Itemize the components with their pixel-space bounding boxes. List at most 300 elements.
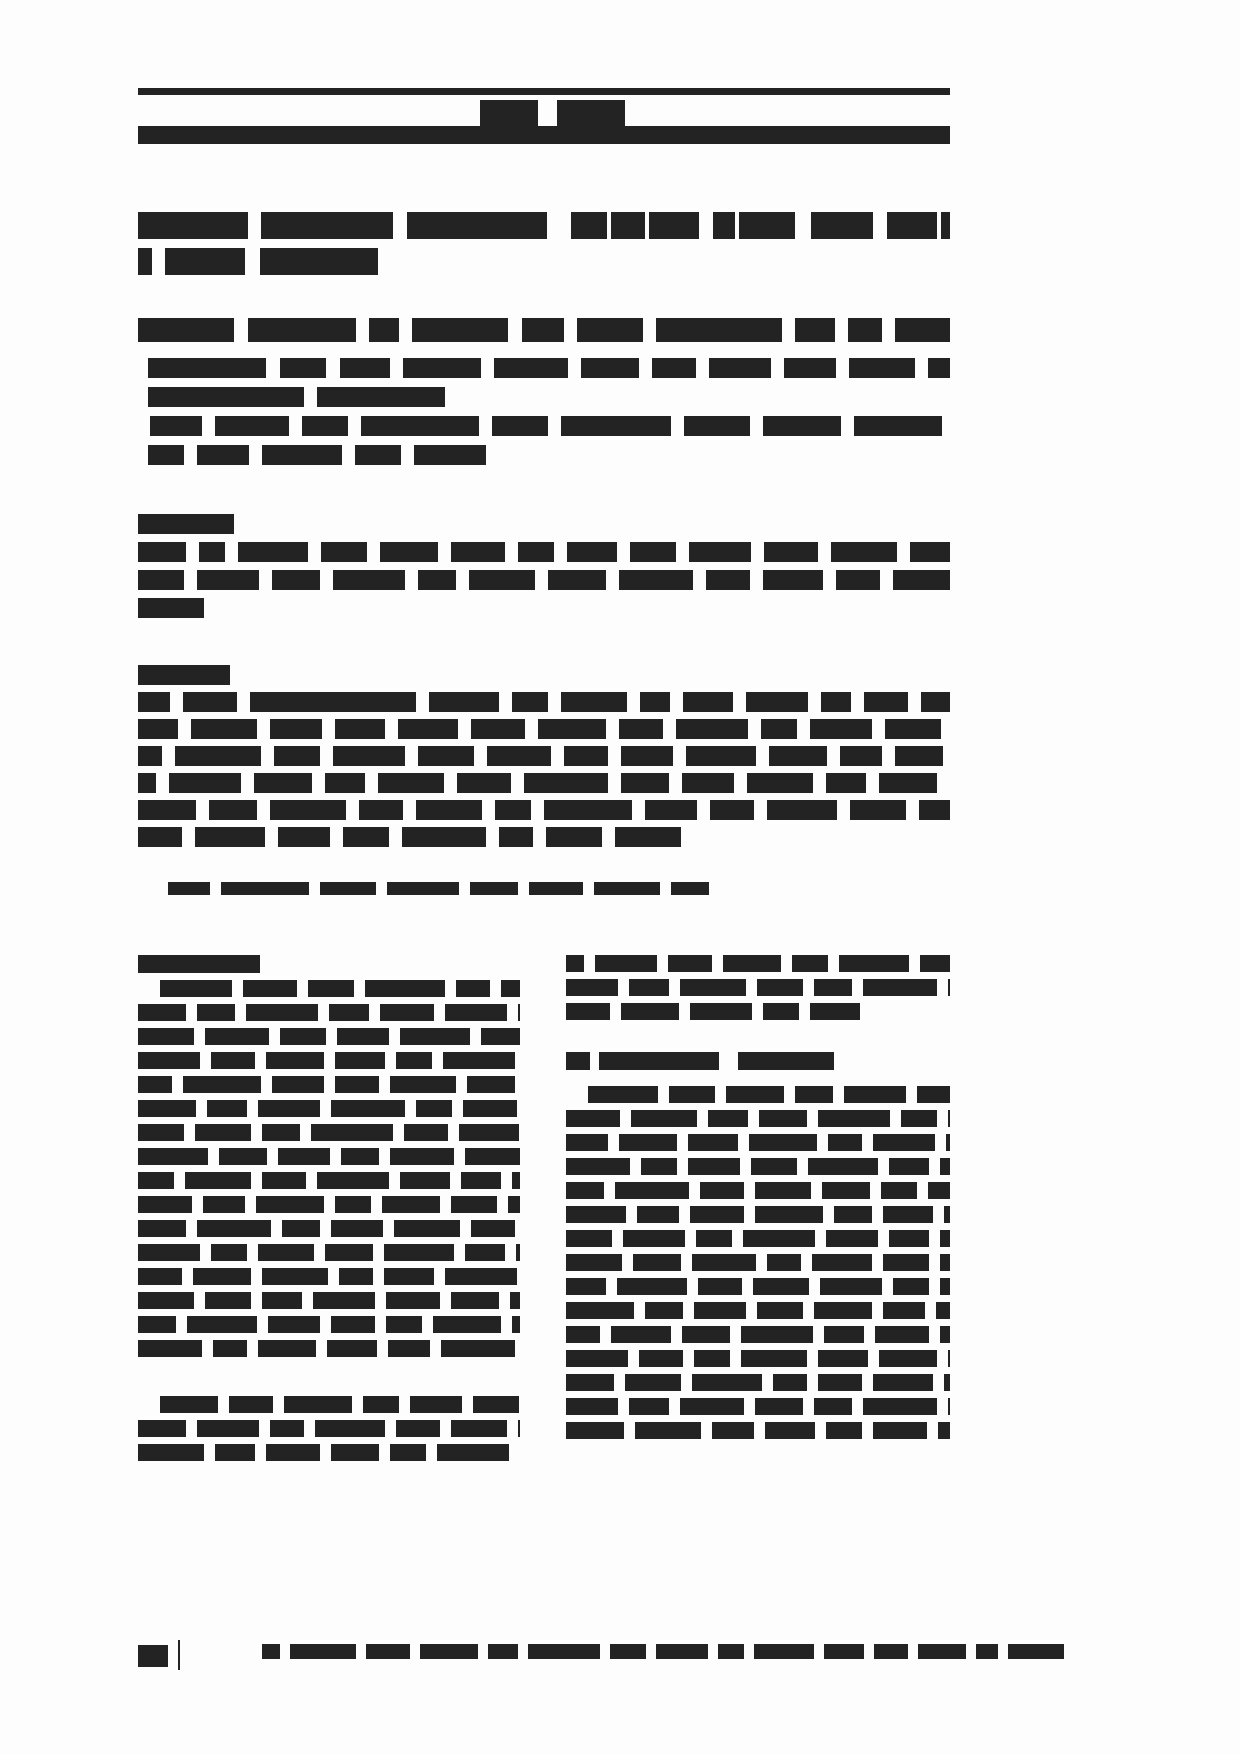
redacted-word	[339, 1268, 373, 1285]
redacted-text-line	[566, 1254, 950, 1278]
redacted-word	[187, 1316, 257, 1333]
redacted-word	[713, 212, 735, 239]
redacted-word	[881, 1182, 917, 1199]
word-gap	[728, 1052, 738, 1070]
word-gap	[941, 1110, 948, 1127]
word-gap	[456, 1100, 463, 1117]
redacted-word	[481, 1028, 520, 1045]
redacted-text-line	[138, 827, 950, 854]
redacted-word	[625, 1374, 681, 1391]
word-gap	[845, 416, 854, 436]
word-gap	[812, 692, 821, 712]
redacted-word	[313, 1292, 375, 1309]
redacted-word	[160, 1396, 218, 1413]
redacted-word	[272, 1076, 324, 1093]
word-gap	[941, 773, 950, 793]
word-gap	[744, 1158, 751, 1175]
redacted-word	[683, 692, 733, 712]
word-gap	[631, 692, 640, 712]
word-gap	[673, 979, 680, 996]
keywords-heading	[138, 665, 230, 685]
redacted-text-line	[138, 1148, 520, 1172]
word-gap	[358, 980, 365, 997]
redacted-word	[211, 1244, 247, 1261]
word-gap	[176, 1076, 183, 1093]
word-gap	[856, 979, 863, 996]
redacted-text-line	[168, 882, 950, 900]
redacted-word	[280, 1028, 326, 1045]
redacted-word	[407, 212, 547, 239]
word-gap	[606, 827, 615, 847]
redacted-word	[709, 358, 771, 378]
redacted-word	[893, 1278, 929, 1295]
redacted-word	[561, 692, 627, 712]
redacted-word	[621, 746, 673, 766]
word-gap	[190, 1220, 197, 1237]
redacted-word	[566, 1422, 624, 1439]
word-gap	[877, 212, 887, 239]
word-gap	[638, 1302, 645, 1319]
redacted-word	[818, 1350, 868, 1367]
redacted-word	[976, 1644, 998, 1659]
word-gap	[448, 773, 457, 793]
redacted-word	[461, 1172, 501, 1189]
redacted-word	[694, 1350, 730, 1367]
redacted-text-line	[566, 1003, 950, 1027]
word-gap	[614, 1003, 621, 1020]
redacted-word	[341, 1148, 379, 1165]
word-gap	[438, 1004, 445, 1021]
redacted-word	[839, 955, 909, 972]
word-gap	[324, 746, 333, 766]
word-gap	[929, 1302, 936, 1319]
word-gap	[174, 692, 183, 712]
redacted-word	[213, 1340, 247, 1357]
redacted-word	[753, 1278, 809, 1295]
redacted-word	[873, 1374, 933, 1391]
redacted-word	[359, 800, 403, 820]
word-gap	[426, 1316, 433, 1333]
redacted-word	[410, 1396, 462, 1413]
redacted-word	[615, 827, 681, 847]
word-gap	[819, 1422, 826, 1439]
word-gap	[608, 1182, 615, 1199]
redacted-word	[441, 1340, 515, 1357]
redacted-word	[390, 1444, 426, 1461]
redacted-word	[686, 746, 756, 766]
redacted-word	[692, 1374, 762, 1391]
redacted-word	[566, 955, 584, 972]
redacted-word	[840, 746, 882, 766]
word-gap	[827, 1206, 834, 1223]
redacted-word	[826, 1422, 862, 1439]
word-gap	[610, 719, 619, 739]
word-gap	[622, 979, 629, 996]
redacted-word	[451, 1292, 499, 1309]
word-gap	[375, 1196, 382, 1213]
word-gap	[683, 1003, 690, 1020]
word-gap	[505, 1172, 512, 1189]
redacted-word	[940, 1278, 950, 1295]
redacted-word	[365, 980, 445, 997]
word-gap	[817, 773, 826, 793]
redacted-word	[258, 1100, 320, 1117]
right-column-paragraph-1	[566, 955, 950, 1027]
word-gap	[901, 542, 910, 562]
redacted-text-line	[138, 1268, 520, 1292]
word-gap	[511, 1004, 518, 1021]
word-gap	[463, 882, 470, 895]
word-gap	[537, 827, 546, 847]
word-gap	[876, 1254, 883, 1271]
redacted-word	[495, 800, 531, 820]
word-gap	[750, 1302, 757, 1319]
redacted-text-line	[138, 719, 950, 746]
word-gap	[748, 1398, 755, 1415]
redacted-word	[494, 358, 568, 378]
word-gap	[519, 1220, 520, 1237]
word-gap	[409, 746, 418, 766]
article-title	[138, 212, 950, 284]
word-gap	[748, 1206, 755, 1223]
redacted-word	[639, 1350, 683, 1367]
word-gap	[912, 692, 921, 712]
word-gap	[356, 1396, 363, 1413]
word-gap	[882, 1158, 889, 1175]
redacted-text-line	[566, 1182, 950, 1206]
redacted-word	[645, 1302, 683, 1319]
redacted-text-line	[138, 416, 950, 445]
redacted-word	[331, 1220, 383, 1237]
redacted-word	[629, 979, 669, 996]
word-gap	[330, 1028, 337, 1045]
redacted-word	[456, 980, 490, 997]
redacted-text-line	[138, 1076, 520, 1100]
word-gap	[866, 1374, 873, 1391]
redacted-word	[261, 212, 393, 239]
redacted-word	[420, 1644, 478, 1659]
word-gap	[190, 1420, 197, 1437]
redacted-text-line	[138, 746, 950, 773]
redacted-word	[581, 358, 639, 378]
word-gap	[748, 1182, 755, 1199]
redacted-word	[747, 773, 813, 793]
redacted-text-line	[566, 1086, 950, 1110]
redacted-word	[810, 719, 872, 739]
redacted-text-line	[138, 212, 950, 248]
redacted-word	[327, 1340, 377, 1357]
redacted-word	[262, 1268, 328, 1285]
redacted-word	[621, 1003, 679, 1020]
redacted-word	[138, 212, 248, 239]
word-gap	[275, 1220, 282, 1237]
redacted-word	[941, 212, 950, 239]
word-gap	[766, 1374, 773, 1391]
left-column-paragraph-1	[138, 980, 520, 1364]
redacted-word	[641, 1158, 677, 1175]
word-gap	[389, 1052, 396, 1069]
redacted-word	[320, 882, 376, 895]
affiliations	[138, 358, 950, 474]
word-gap	[760, 1254, 767, 1271]
word-gap	[937, 1206, 944, 1223]
word-gap	[933, 1230, 940, 1247]
word-gap	[719, 1086, 726, 1103]
word-gap	[328, 1052, 335, 1069]
redacted-word	[378, 773, 444, 793]
word-gap	[750, 979, 757, 996]
word-gap	[856, 1398, 863, 1415]
redacted-word	[611, 212, 645, 239]
redacted-word	[138, 1316, 176, 1333]
word-gap	[855, 692, 864, 712]
redacted-word	[668, 955, 712, 972]
redacted-word	[262, 445, 342, 465]
redacted-word	[333, 746, 405, 766]
word-gap	[160, 773, 169, 793]
redacted-word	[818, 1110, 890, 1127]
word-gap	[886, 1278, 893, 1295]
word-gap	[186, 827, 195, 847]
redacted-word	[901, 1110, 937, 1127]
redacted-word	[818, 1374, 862, 1391]
word-gap	[1068, 1644, 1070, 1659]
redacted-word	[388, 1340, 430, 1357]
redacted-word	[138, 827, 182, 847]
redacted-word	[940, 1158, 950, 1175]
redacted-word	[138, 719, 178, 739]
redacted-word	[183, 1076, 261, 1093]
redacted-text-line	[566, 1350, 950, 1374]
redacted-word	[329, 1004, 369, 1021]
word-gap	[612, 746, 621, 766]
redacted-word	[546, 827, 602, 847]
redacted-word	[274, 746, 320, 766]
redacted-word	[445, 1268, 517, 1285]
word-gap	[241, 692, 250, 712]
redacted-word	[566, 979, 618, 996]
word-gap	[373, 1004, 380, 1021]
copyright-note	[168, 882, 950, 900]
redacted-word	[652, 358, 696, 378]
word-gap	[555, 746, 564, 766]
redacted-word	[824, 1644, 864, 1659]
redacted-word	[812, 1254, 872, 1271]
redacted-word	[795, 1086, 833, 1103]
redacted-word	[879, 1350, 937, 1367]
redacted-text-line	[138, 1420, 520, 1444]
redacted-text-line	[138, 445, 950, 474]
word-gap	[238, 318, 248, 342]
redacted-word	[883, 1254, 929, 1271]
word-gap	[910, 800, 919, 820]
redacted-word	[355, 445, 401, 465]
redacted-word	[936, 1302, 950, 1319]
redacted-word	[512, 1172, 520, 1189]
redacted-word	[270, 719, 322, 739]
redacted-word	[948, 1350, 950, 1367]
redacted-word	[694, 1302, 746, 1319]
redacted-word	[820, 1278, 882, 1295]
redacted-word	[501, 980, 520, 997]
word-gap	[434, 1340, 441, 1357]
redacted-word	[712, 1422, 754, 1439]
word-gap	[736, 1230, 743, 1247]
word-gap	[705, 1422, 712, 1439]
word-gap	[947, 746, 950, 766]
word-gap	[444, 1196, 451, 1213]
word-gap	[807, 979, 814, 996]
word-gap	[460, 1076, 467, 1093]
redacted-text-line	[138, 542, 950, 570]
word-gap	[775, 358, 784, 378]
word-gap	[138, 358, 148, 378]
word-gap	[512, 318, 522, 342]
word-gap	[324, 1100, 331, 1117]
redacted-word	[138, 1244, 200, 1261]
word-gap	[324, 570, 333, 590]
word-gap	[188, 1124, 195, 1141]
word-gap	[831, 746, 840, 766]
redacted-text-line	[138, 1124, 520, 1148]
redacted-text-line	[566, 1278, 950, 1302]
redacted-word	[739, 212, 795, 239]
redacted-word	[518, 542, 554, 562]
redacted-word	[656, 318, 782, 342]
word-gap	[807, 1302, 814, 1319]
redacted-word	[822, 1182, 870, 1199]
redacted-word	[763, 570, 823, 590]
redacted-word	[369, 318, 399, 342]
word-gap	[330, 358, 340, 378]
redacted-word	[810, 1003, 860, 1020]
redacted-word	[854, 416, 942, 436]
redacted-word	[465, 1148, 520, 1165]
redacted-word	[849, 358, 915, 378]
redacted-word	[262, 1124, 300, 1141]
redacted-word	[741, 1350, 807, 1367]
word-gap	[273, 1028, 280, 1045]
word-gap	[941, 979, 948, 996]
word-gap	[701, 800, 710, 820]
redacted-word	[566, 1182, 604, 1199]
word-gap	[198, 1028, 205, 1045]
redacted-word	[669, 1086, 715, 1103]
redacted-word	[761, 719, 797, 739]
redacted-word	[940, 1230, 950, 1247]
word-gap	[664, 882, 671, 895]
word-gap	[494, 980, 501, 997]
word-gap	[837, 1086, 844, 1103]
word-gap	[801, 719, 810, 739]
redacted-word	[138, 800, 196, 820]
redacted-word	[138, 1076, 172, 1093]
word-gap	[180, 1316, 187, 1333]
redacted-word	[893, 570, 950, 590]
redacted-word	[168, 882, 210, 895]
redacted-word	[635, 1422, 701, 1439]
word-gap	[438, 1268, 445, 1285]
redacted-word	[723, 955, 781, 972]
redacted-word	[516, 1244, 520, 1261]
redacted-word	[826, 1230, 878, 1247]
redacted-word	[706, 570, 750, 590]
section-title-word-1	[599, 1052, 719, 1070]
redacted-word	[429, 692, 499, 712]
word-gap	[588, 955, 595, 972]
redacted-word	[465, 1244, 505, 1261]
word-gap	[182, 719, 191, 739]
word-gap	[618, 1374, 625, 1391]
word-gap	[933, 1158, 940, 1175]
word-gap	[249, 1196, 256, 1213]
redacted-word	[138, 773, 156, 793]
redacted-text-line	[138, 1316, 520, 1340]
word-gap	[324, 1444, 331, 1461]
redacted-word	[390, 1148, 454, 1165]
redacted-word	[808, 1158, 878, 1175]
redacted-word	[390, 1076, 456, 1093]
redacted-word	[938, 1422, 950, 1439]
redacted-word	[366, 1644, 410, 1659]
word-gap	[397, 212, 407, 239]
word-gap	[817, 1326, 824, 1343]
redacted-word	[148, 445, 184, 465]
word-gap	[882, 1230, 889, 1247]
word-gap	[186, 1268, 193, 1285]
redacted-word	[394, 1220, 460, 1237]
redacted-word	[211, 1052, 255, 1069]
redacted-text-line	[566, 1110, 950, 1134]
word-gap	[519, 1076, 520, 1093]
word-gap	[208, 1444, 215, 1461]
word-gap	[805, 1254, 812, 1271]
word-gap	[263, 1420, 270, 1437]
word-gap	[206, 416, 215, 436]
word-gap	[742, 1134, 749, 1151]
keywords-body	[138, 692, 950, 854]
redacted-word	[258, 1244, 314, 1261]
redacted-word	[910, 542, 950, 562]
word-gap	[138, 445, 148, 465]
redacted-text-line	[138, 1172, 520, 1196]
word-gap	[156, 248, 165, 275]
word-gap	[380, 882, 387, 895]
word-gap	[568, 318, 577, 342]
redacted-text-line	[138, 358, 950, 387]
redacted-word	[566, 1134, 608, 1151]
redacted-text-line	[138, 773, 950, 800]
redacted-word	[148, 358, 266, 378]
redacted-word	[754, 1644, 814, 1659]
redacted-word	[928, 1182, 950, 1199]
redacted-word	[331, 1444, 379, 1461]
word-gap	[841, 800, 850, 820]
redacted-word	[451, 542, 505, 562]
right-column-body	[566, 1086, 950, 1446]
word-gap	[405, 445, 414, 465]
redacted-word	[615, 1182, 689, 1199]
word-gap	[442, 542, 451, 562]
word-gap	[352, 416, 361, 436]
redacted-word	[169, 773, 241, 793]
redacted-text-line	[566, 1398, 950, 1422]
redacted-word	[564, 746, 608, 766]
redacted-word	[418, 746, 474, 766]
redacted-word	[518, 1004, 520, 1021]
redacted-word	[544, 800, 632, 820]
word-gap	[255, 1124, 262, 1141]
